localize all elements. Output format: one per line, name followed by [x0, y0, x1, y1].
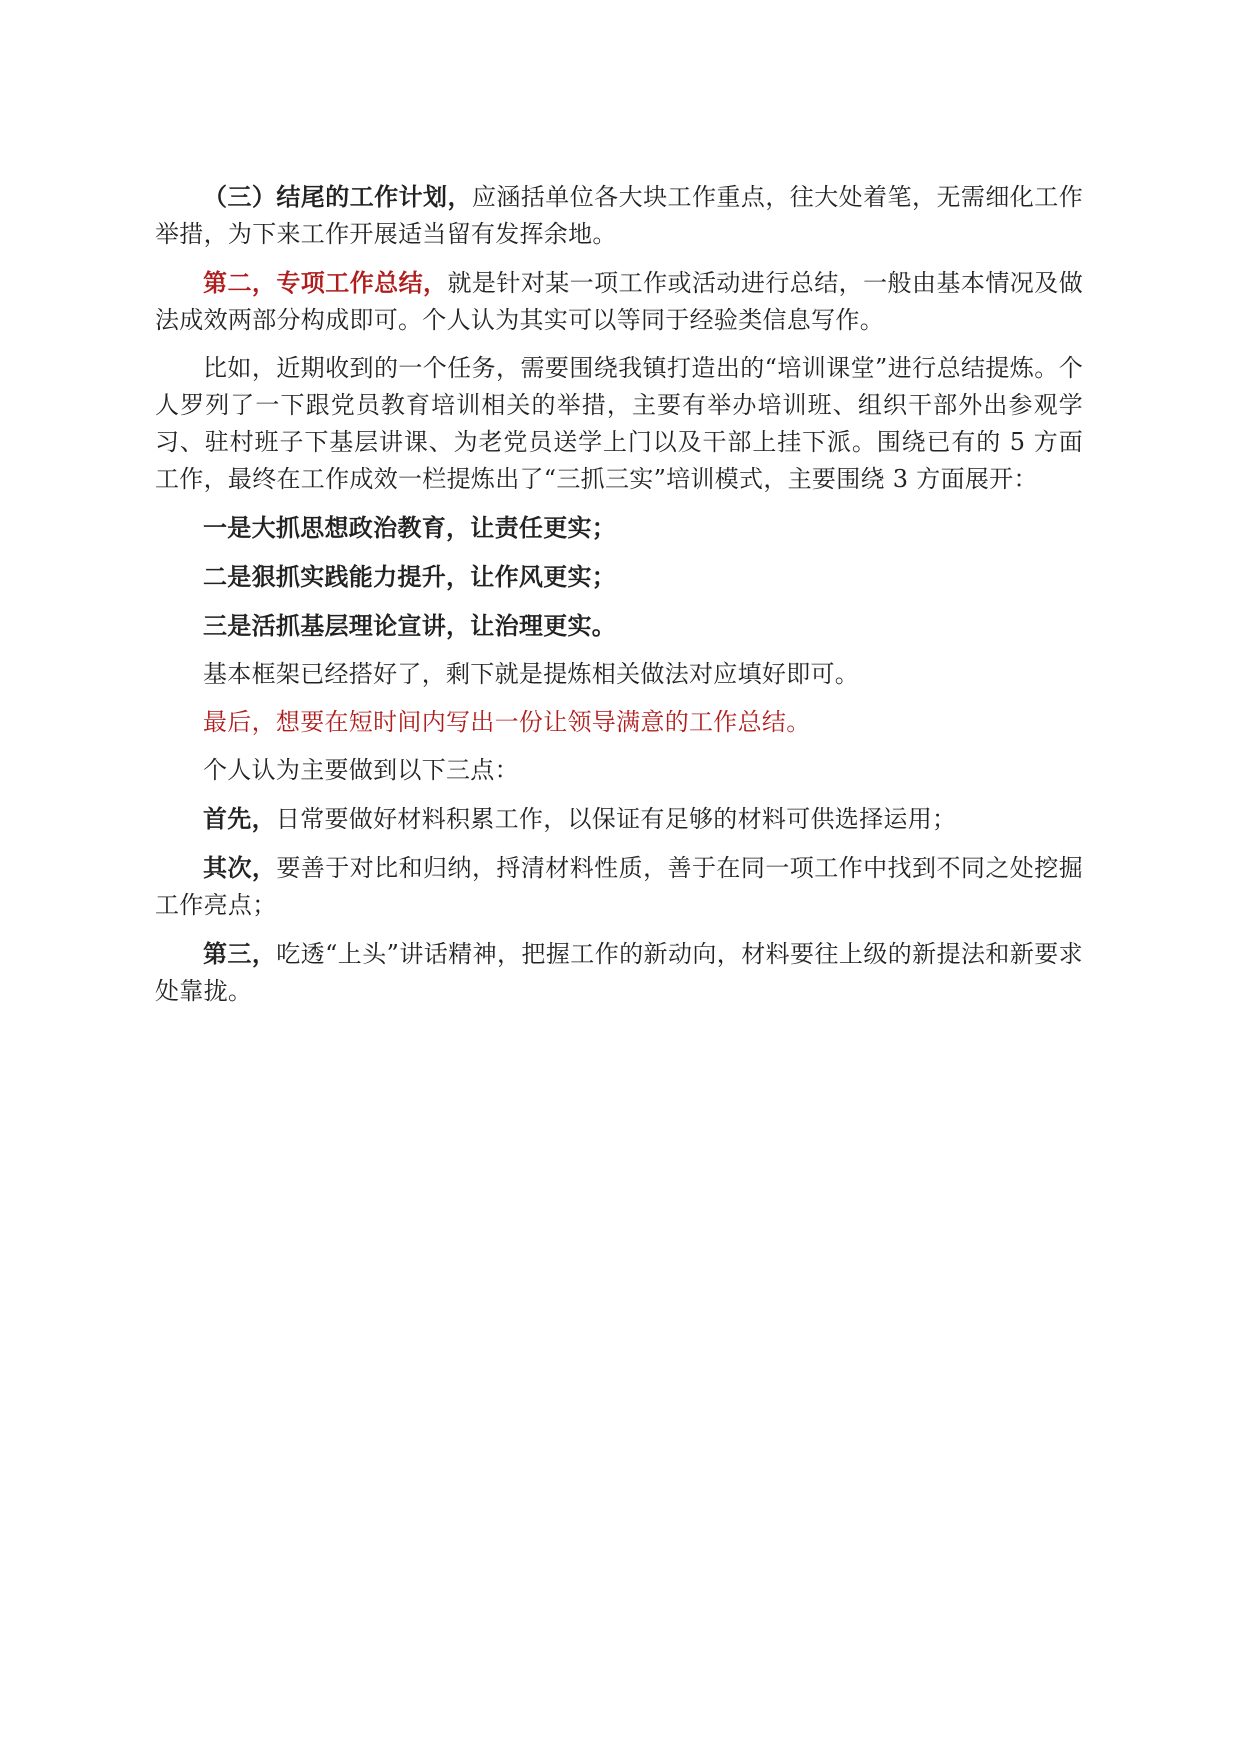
document-body	[155, 178, 1083, 1021]
paragraph-text: 吃透“上头”讲话精神，把握工作的新动向，材料要往上级的新提法和新要求处靠拢。	[155, 940, 1083, 1005]
paragraph-lead: 第二，专项工作总结，	[203, 268, 448, 297]
paragraph-lead: （三）结尾的工作计划，	[203, 182, 472, 211]
paragraph-text: 就是针对某一项工作或活动进行总结，一般由基本情况及做法成效两部分构成即可。个人认为其实可以等同于经验类信息写作。	[155, 269, 1083, 334]
paragraph-lead: 其次，	[203, 853, 277, 882]
paragraph-text: 基本框架已经搭好了，剩下就是提炼相关做法对应填好即可。	[203, 660, 860, 688]
paragraph-framework	[155, 656, 1083, 693]
paragraph-text: 日常要做好材料积累工作，以保证有足够的材料可供选择运用；	[275, 805, 957, 833]
paragraph-three-points-intro	[155, 752, 1083, 789]
paragraph-finally	[155, 704, 1083, 741]
paragraph-closing-plan	[155, 178, 1083, 253]
paragraph-text: 比如，近期收到的一个任务，需要围绕我镇打造出的“培训课堂”进行总结提炼。个人罗列了一下跟党员教育培训相关的举措，主要有举办培训班、组织干部外出参观学习、驻村班子下基层讲课、为老党员送学上门以及干部上挂下派。围绕已有的 5 方面工作，最终在工作成效一栏提炼出了“三抓三实”培训模式，主要围绕 3 方面展开：	[155, 354, 1083, 493]
paragraph-lead: 二是狠抓实践能力提升，让作风更实；	[203, 562, 617, 591]
paragraph-text: 个人认为主要做到以下三点：	[203, 756, 519, 784]
paragraph-special-summary	[155, 264, 1083, 339]
paragraph-example	[155, 350, 1083, 498]
paragraph-first	[155, 800, 1083, 838]
paragraph-point-two	[155, 558, 1083, 596]
paragraph-text: 最后，想要在短时间内写出一份让领导满意的工作总结。	[203, 708, 811, 736]
paragraph-lead: 一是大抓思想政治教育，让责任更实；	[203, 513, 617, 542]
paragraph-text: 应涵括单位各大块工作重点，往大处着笔，无需细化工作举措，为下来工作开展适当留有发挥余地。	[155, 183, 1083, 248]
paragraph-text: 要善于对比和归纳，捋清材料性质，善于在同一项工作中找到不同之处挖掘工作亮点；	[155, 854, 1083, 919]
paragraph-point-three	[155, 607, 1083, 645]
paragraph-third	[155, 935, 1083, 1010]
paragraph-second	[155, 849, 1083, 924]
paragraph-lead: 首先，	[203, 804, 276, 833]
paragraph-lead: 三是活抓基层理论宣讲，让治理更实。	[203, 611, 617, 640]
paragraph-lead: 第三，	[203, 939, 277, 968]
paragraph-point-one	[155, 509, 1083, 547]
